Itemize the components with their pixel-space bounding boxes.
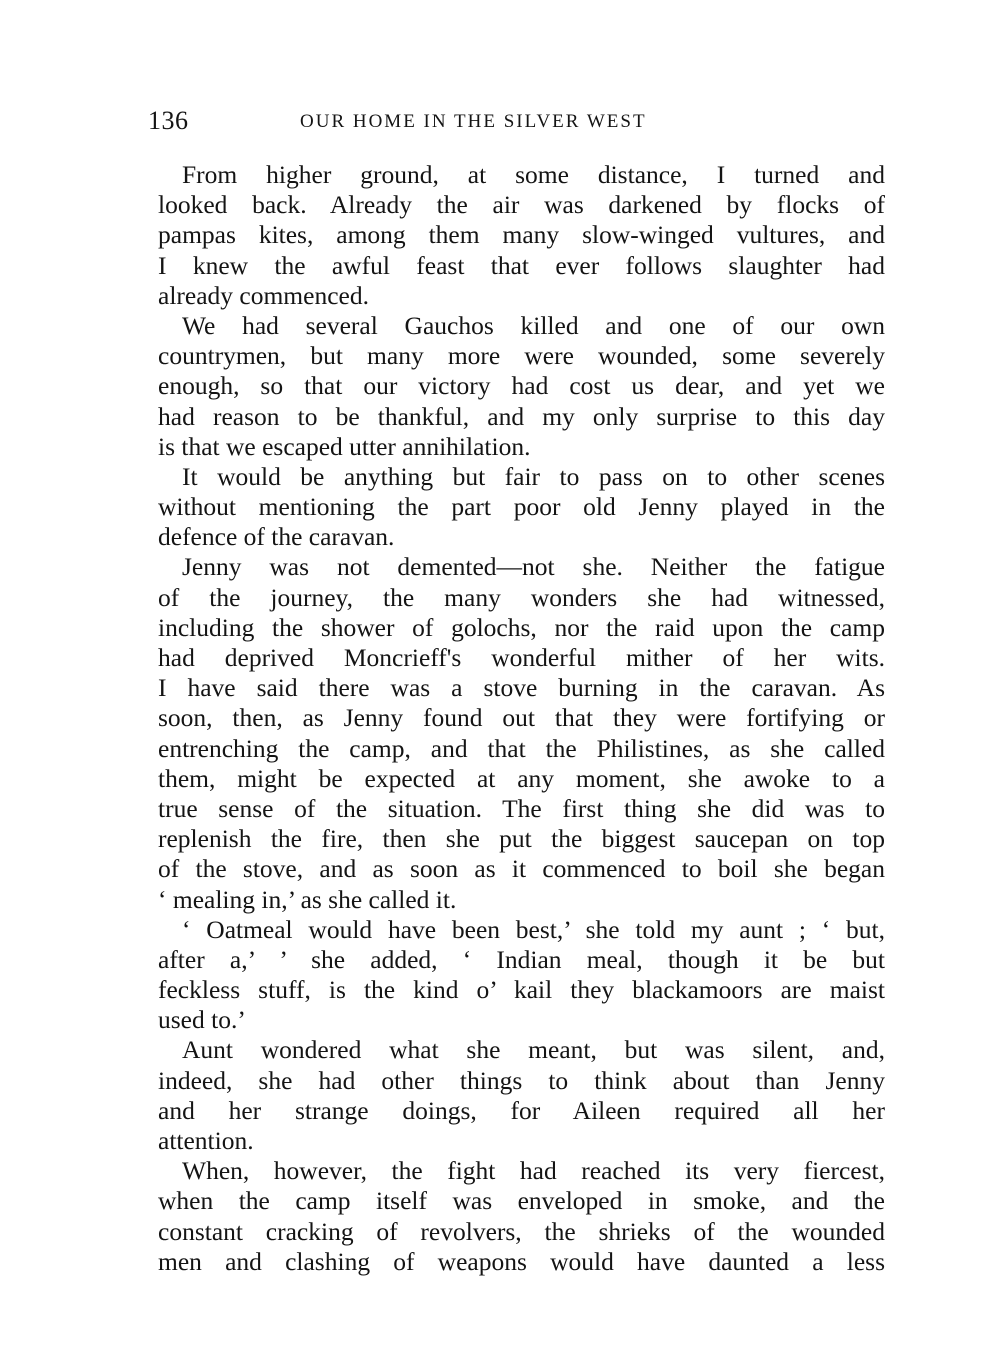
text-line: used to.’ [158,1005,246,1035]
text-line: countrymen, but many more were wounded, some severely [158,341,885,371]
paragraph [158,311,885,462]
text-line: indeed, she had other things to think about than Jenny [158,1065,885,1095]
text-line: I have said there was a stove burning in the caravan. As [158,673,885,703]
text-line: them, might be expected at any moment, she awoke to a [158,763,885,793]
text-line: including the shower of golochs, nor the raid upon the camp [158,612,885,642]
body-text [158,160,885,1277]
paragraph [158,552,885,914]
text-line: without mentioning the part poor old Jenny played in the [158,492,885,522]
text-line: constant cracking of revolvers, the shrieks of the wounded [158,1216,885,1246]
text-line: ‘ mealing in,’ as she called it. [158,884,457,914]
text-line: is that we escaped utter annihilation. [158,431,531,461]
text-line: replenish the fire, then she put the biggest saucepan on top [158,824,885,854]
text-line: entrenching the camp, and that the Philistines, as she called [158,733,885,763]
text-line: soon, then, as Jenny found out that they were fortifying or [158,703,885,733]
text-line: pampas kites, among them many slow-winged vultures, and [158,220,885,250]
paragraph [158,1035,885,1156]
text-line: When, however, the fight had reached its very fiercest, [182,1156,885,1186]
text-line: ‘ Oatmeal would have been best,’ she told my aunt ; ‘ but, [182,914,885,944]
text-line: We had several Gauchos killed and one of our own [182,310,885,340]
text-line: enough, so that our victory had cost us dear, and yet we [158,371,885,401]
text-line: attention. [158,1126,254,1155]
text-line: already commenced. [158,280,369,310]
text-line: From higher ground, at some distance, I turned and [182,160,885,189]
text-line: true sense of the situation. The first thing she did was to [158,793,885,823]
text-line: I knew the awful feast that ever follows slaughter had [158,250,885,280]
paragraph [158,160,885,311]
page-number: 136 [148,106,189,135]
text-line: defence of the caravan. [158,522,395,552]
paragraph [158,915,885,1036]
paragraph [158,1156,885,1277]
text-line: men and clashing of weapons would have daunted a less [158,1246,885,1276]
page-header [148,104,888,138]
text-line: when the camp itself was enveloped in smoke, and the [158,1186,885,1216]
text-line: looked back. Already the air was darkened by flocks of [158,190,885,220]
paragraph [158,462,885,553]
text-line: of the stove, and as soon as it commenced to boil she began [158,854,885,884]
text-line: Jenny was not demented—not she. Neither the fatigue [182,552,885,582]
text-line: after a,’ ’ she added, ‘ Indian meal, though it be but [158,944,885,974]
text-line: had deprived Moncrieff's wonderful mither of her wits. [158,643,885,672]
text-line: had reason to be thankful, and my only surprise to this day [158,401,885,431]
running-title: OUR HOME IN THE SILVER WEST [300,111,647,132]
text-line: and her strange doings, for Aileen required all her [158,1095,885,1125]
text-line: Aunt wondered what she meant, but was silent, and, [182,1035,885,1065]
text-line: It would be anything but fair to pass on to other scenes [182,461,885,491]
text-line: feckless stuff, is the kind o’ kail they blackamoors are maist [158,975,885,1005]
text-line: of the journey, the many wonders she had witnessed, [158,582,885,612]
